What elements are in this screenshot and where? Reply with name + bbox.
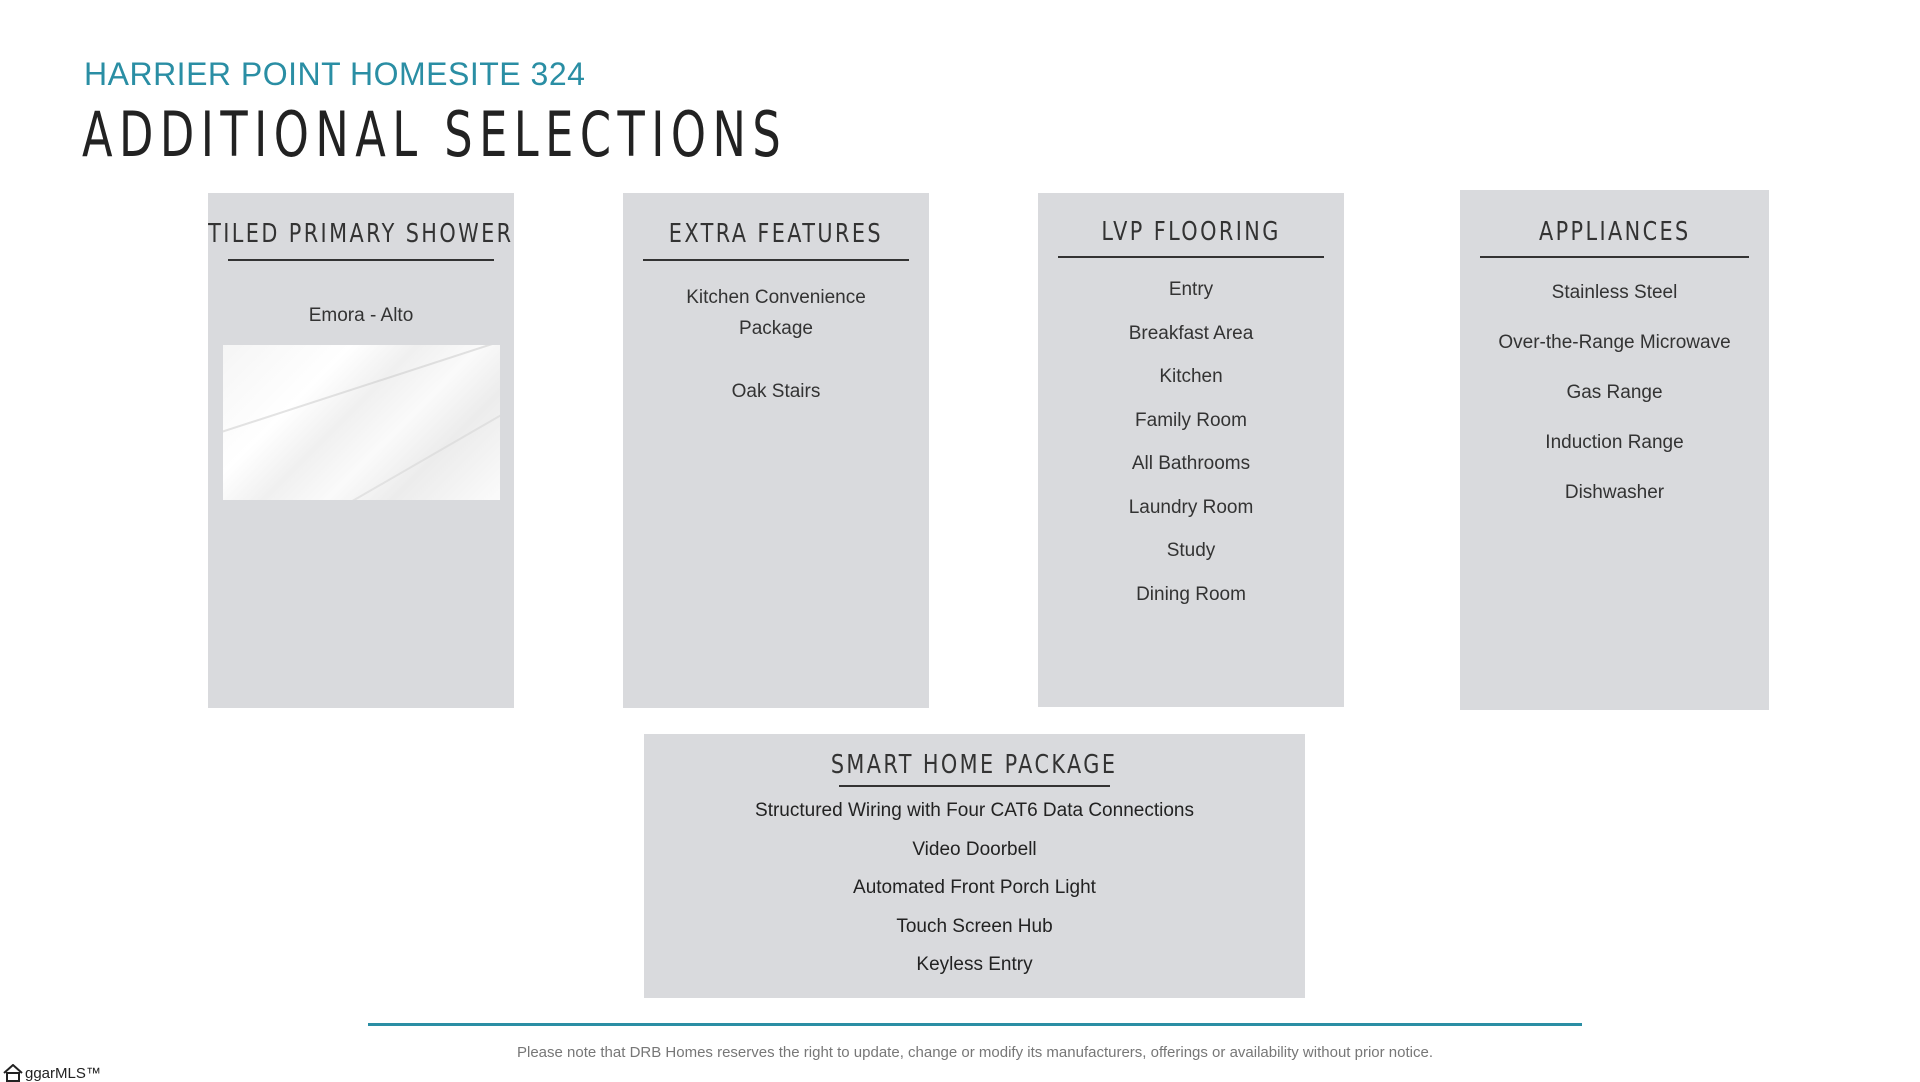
card-title: TILED PRIMARY SHOWER: [208, 219, 514, 249]
list-item: Laundry Room: [1128, 496, 1254, 518]
card-tiled-primary-shower: [208, 193, 514, 708]
card-title-rule: [228, 259, 494, 261]
smart-home-list: [755, 792, 1194, 985]
list-item: Induction Range: [1545, 432, 1684, 453]
list-item: Family Room: [1135, 409, 1247, 431]
list-item: Video Doorbell: [912, 838, 1037, 860]
list-item: Automated Front Porch Light: [853, 877, 1096, 898]
card-title: APPLIANCES: [1538, 217, 1691, 247]
card-appliances: [1460, 190, 1769, 710]
card-extra-features: [623, 193, 929, 708]
card-title-rule: [643, 259, 909, 261]
list-item: Structured Wiring with Four CAT6 Data Connections: [755, 800, 1194, 821]
list-item: Gas Range: [1566, 382, 1663, 403]
appliance-list: [1498, 268, 1730, 518]
list-item: Stainless Steel: [1551, 282, 1678, 303]
flooring-list: [1129, 268, 1254, 616]
mls-logo: [2, 1064, 101, 1082]
card-title: SMART HOME PACKAGE: [831, 750, 1118, 780]
card-smart-home-package: [644, 734, 1305, 998]
list-item: All Bathrooms: [1131, 453, 1251, 474]
card-title-rule: [1058, 256, 1324, 258]
card-title: LVP FLOORING: [1101, 217, 1281, 247]
list-item: Keyless Entry: [916, 954, 1033, 975]
page-subtitle: HARRIER POINT HOMESITE 324: [84, 56, 586, 92]
list-item: Touch Screen Hub: [896, 915, 1053, 937]
page-title: ADDITIONAL SELECTIONS: [82, 98, 788, 171]
card-title-rule: [839, 785, 1110, 787]
footer-divider: [368, 1023, 1582, 1026]
list-item: Dishwasher: [1564, 482, 1665, 503]
list-item: Study: [1166, 540, 1216, 561]
list-item: Emora - Alto: [308, 305, 414, 326]
card-lvp-flooring: [1038, 193, 1344, 707]
disclaimer-text: Please note that DRB Homes reserves the right to update, change or modify its manufacturers, offerings or availability without prior notice.: [516, 1044, 1433, 1061]
list-item: Breakfast Area: [1128, 322, 1254, 344]
list-item: Kitchen: [1159, 366, 1223, 387]
house-icon: [2, 1064, 24, 1082]
logo-text: ggarMLS™: [25, 1064, 101, 1082]
list-item: Entry: [1168, 279, 1214, 300]
list-item: Kitchen Convenience: [686, 287, 866, 308]
list-item: Package: [739, 318, 813, 339]
tile-swatch-image: [223, 345, 500, 500]
card-title-rule: [1480, 256, 1749, 258]
card-title: EXTRA FEATURES: [668, 219, 884, 249]
list-item: Over-the-Range Microwave: [1498, 332, 1731, 353]
list-item: Oak Stairs: [731, 381, 821, 402]
list-item: Dining Room: [1136, 583, 1246, 605]
